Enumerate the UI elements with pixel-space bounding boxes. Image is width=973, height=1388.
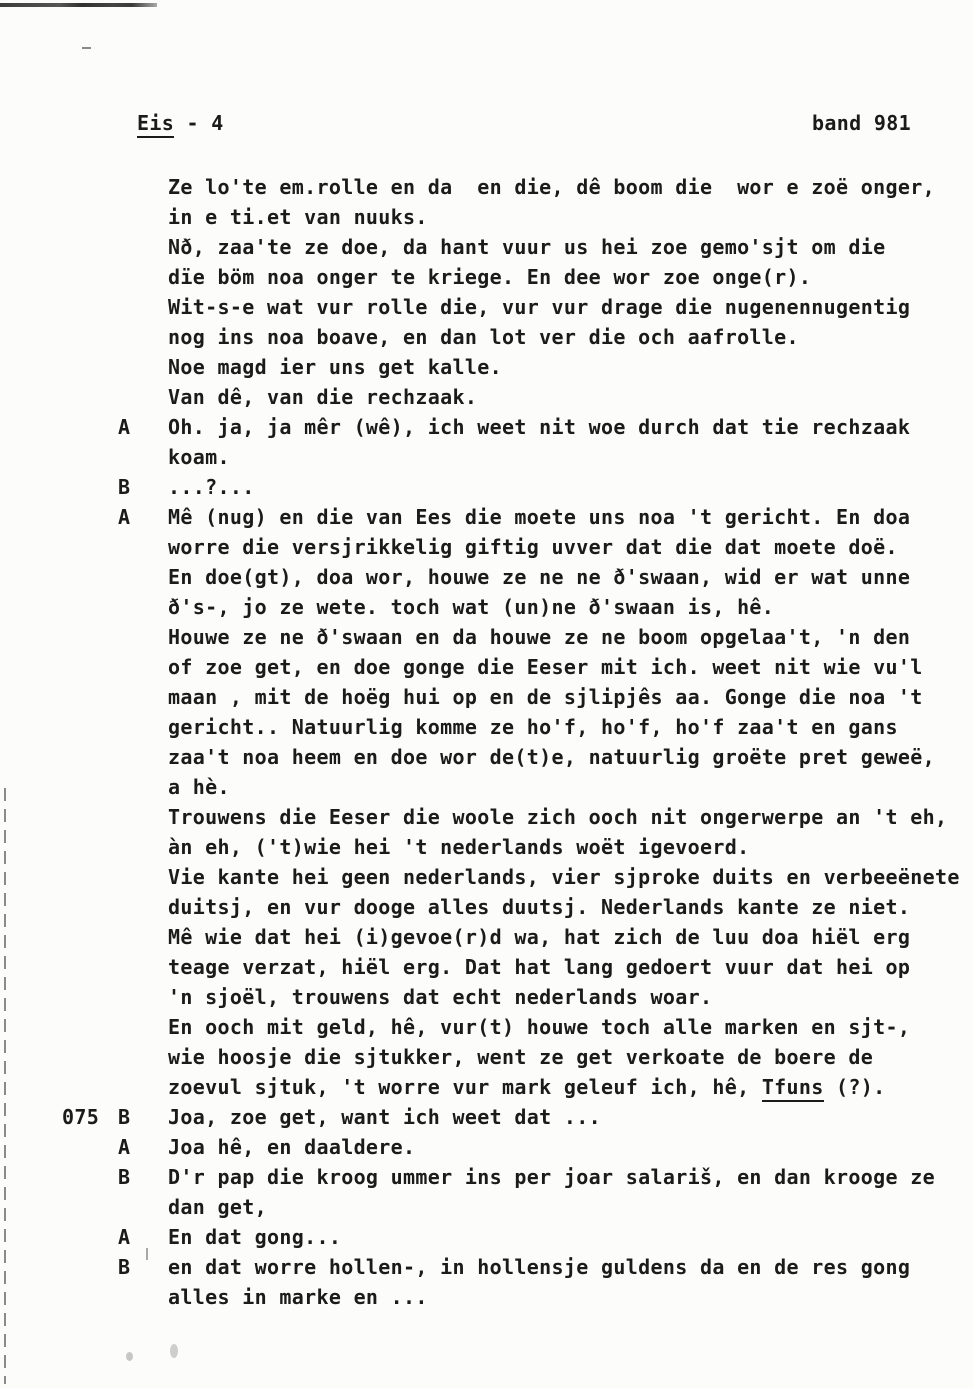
transcript-line — [0, 682, 973, 712]
transcript-line — [0, 742, 973, 772]
line-text: dan get, — [168, 1195, 267, 1219]
line-text: of zoe get, en doe gonge die Eeser mit ich. weet nit wie vu'l — [168, 655, 923, 679]
line-text: Joa hê, en daaldere. — [168, 1135, 416, 1159]
line-text: nog ins noa boave, en dan lot ver die och aafrolle. — [168, 325, 799, 349]
transcript-line — [0, 712, 973, 742]
line-text: Mê wie dat hei (i)gevoe(r)d wa, hat zich de luu doa hiël erg — [168, 925, 911, 949]
speaker-label: B — [118, 475, 131, 499]
line-text: D'r pap die kroog ummer ins per joar salariš, en dan krooge ze — [168, 1165, 936, 1189]
line-text: Houwe ze ne ð'swaan en da houwe ze ne boom opgelaa't, 'n den — [168, 625, 911, 649]
page-title-name: Eis — [137, 111, 174, 138]
transcript-line — [0, 1222, 973, 1252]
line-number: 075 — [62, 1105, 100, 1129]
transcript-line — [0, 802, 973, 832]
line-text: Van dê, van die rechzaak. — [168, 385, 478, 409]
transcript-line — [0, 502, 973, 532]
line-text: Mê (nug) en die van Ees die moete uns noa 't gericht. En doa — [168, 505, 911, 529]
line-text: alles in marke en ... — [168, 1285, 428, 1309]
transcript-line — [0, 202, 973, 232]
transcript-line — [0, 1252, 973, 1282]
transcript-line — [0, 532, 973, 562]
band-label: band 981 — [812, 111, 911, 135]
transcript-line — [0, 1282, 973, 1312]
line-text: duitsj, en vur dooge alles duutsj. Nederlands kante ze niet. — [168, 895, 911, 919]
transcript-line — [0, 352, 973, 382]
line-text: ð's-, jo ze wete. toch wat (un)ne ð'swaan is, hê. — [168, 595, 775, 619]
line-text: Joa, zoe get, want ich weet dat ... — [168, 1105, 601, 1129]
speaker-label: A — [118, 415, 131, 439]
line-text: En doe(gt), doa wor, houwe ze ne ne ð'swaan, wid er wat unne — [168, 565, 911, 589]
line-text: Trouwens die Eeser die woole zich ooch nit ongerwerpe an 't eh, — [168, 805, 948, 829]
transcript-line — [0, 232, 973, 262]
line-text: koam. — [168, 445, 230, 469]
page-title-number: - 4 — [174, 111, 224, 135]
transcript-line — [0, 292, 973, 322]
line-text: zaa't noa heem en doe wor de(t)e, natuurlig groëte pret geweë, — [168, 745, 936, 769]
scan-artifact-smudge — [126, 1352, 133, 1361]
line-text: dïe böm noa onger te kriege. En dee wor zoe onge(r). — [168, 265, 812, 289]
line-text: ...?... — [168, 475, 255, 499]
transcript-line — [0, 952, 973, 982]
transcript-line — [0, 1012, 973, 1042]
line-text: in e ti.et van nuuks. — [168, 205, 428, 229]
line-text: Noe magd ier uns get kalle. — [168, 355, 503, 379]
transcript-line — [0, 472, 973, 502]
line-text: Nð, zaa'te ze doe, da hant vuur us hei zoe gemo'sjt om die — [168, 235, 886, 259]
transcript-line — [0, 562, 973, 592]
transcript — [0, 172, 973, 1312]
line-text: maan , mit de hoëg hui op en de sjlipjês aa. Gonge die noa 't — [168, 685, 923, 709]
speaker-label: B — [118, 1105, 131, 1129]
transcript-line — [0, 1072, 973, 1102]
transcript-line — [0, 922, 973, 952]
speaker-label: A — [118, 505, 131, 529]
line-text: zoevul sjtuk, 't worre vur mark geleuf ich, hê, Tfuns (?). — [168, 1072, 886, 1102]
transcript-line — [0, 1132, 973, 1162]
transcript-line — [0, 592, 973, 622]
line-text: teage verzat, hiël erg. Dat hat lang gedoert vuur dat hei op — [168, 955, 911, 979]
underlined-word: Tfuns — [762, 1075, 824, 1102]
line-text: worre die versjrikkelig giftig uvver dat die dat moete doë. — [168, 535, 898, 559]
line-text: En dat gong... — [168, 1225, 342, 1249]
transcript-line — [0, 412, 973, 442]
transcript-line — [0, 1102, 973, 1132]
speaker-label: A — [118, 1225, 131, 1249]
transcript-line — [0, 1192, 973, 1222]
transcript-line — [0, 982, 973, 1012]
page-title — [137, 111, 224, 135]
scan-artifact-dash — [82, 47, 91, 49]
transcript-line — [0, 862, 973, 892]
line-text: Oh. ja, ja mêr (wê), ich weet nit woe durch dat tie rechzaak — [168, 415, 911, 439]
transcript-line — [0, 1162, 973, 1192]
speaker-label: B — [118, 1255, 131, 1279]
line-text: Ze lo'te em.rolle en da en die, dê boom die wor e zoë onger, — [168, 175, 936, 199]
speaker-label: A — [118, 1135, 131, 1159]
transcript-line — [0, 622, 973, 652]
transcript-line — [0, 262, 973, 292]
transcript-line — [0, 322, 973, 352]
scan-artifact-smudge — [170, 1344, 178, 1358]
line-text: a hè. — [168, 775, 230, 799]
line-text: àn eh, ('t)wie hei 't nederlands woët igevoerd. — [168, 835, 750, 859]
line-text: Wit-s-e wat vur rolle die, vur vur drage die nugenennugentig — [168, 295, 911, 319]
line-text: Vie kante hei geen nederlands, vier sjproke duits en verbeeënete — [168, 865, 960, 889]
line-text: wie hoosje die sjtukker, went ze get verkoate de boere de — [168, 1045, 874, 1069]
transcript-line — [0, 382, 973, 412]
line-text: gericht.. Natuurlig komme ze ho'f, ho'f, ho'f zaa't en gans — [168, 715, 898, 739]
transcript-line — [0, 1042, 973, 1072]
transcript-line — [0, 442, 973, 472]
transcript-line — [0, 892, 973, 922]
scan-artifact-top-edge — [0, 3, 157, 7]
transcript-line — [0, 772, 973, 802]
line-text: En ooch mit geld, hê, vur(t) houwe toch alle marken en sjt-, — [168, 1015, 911, 1039]
speaker-label: B — [118, 1165, 131, 1189]
transcript-line — [0, 832, 973, 862]
transcript-line — [0, 172, 973, 202]
transcript-line — [0, 652, 973, 682]
line-text: 'n sjoël, trouwens dat echt nederlands woar. — [168, 985, 713, 1009]
line-text: en dat worre hollen-, in hollensje guldens da en de res gong — [168, 1255, 911, 1279]
